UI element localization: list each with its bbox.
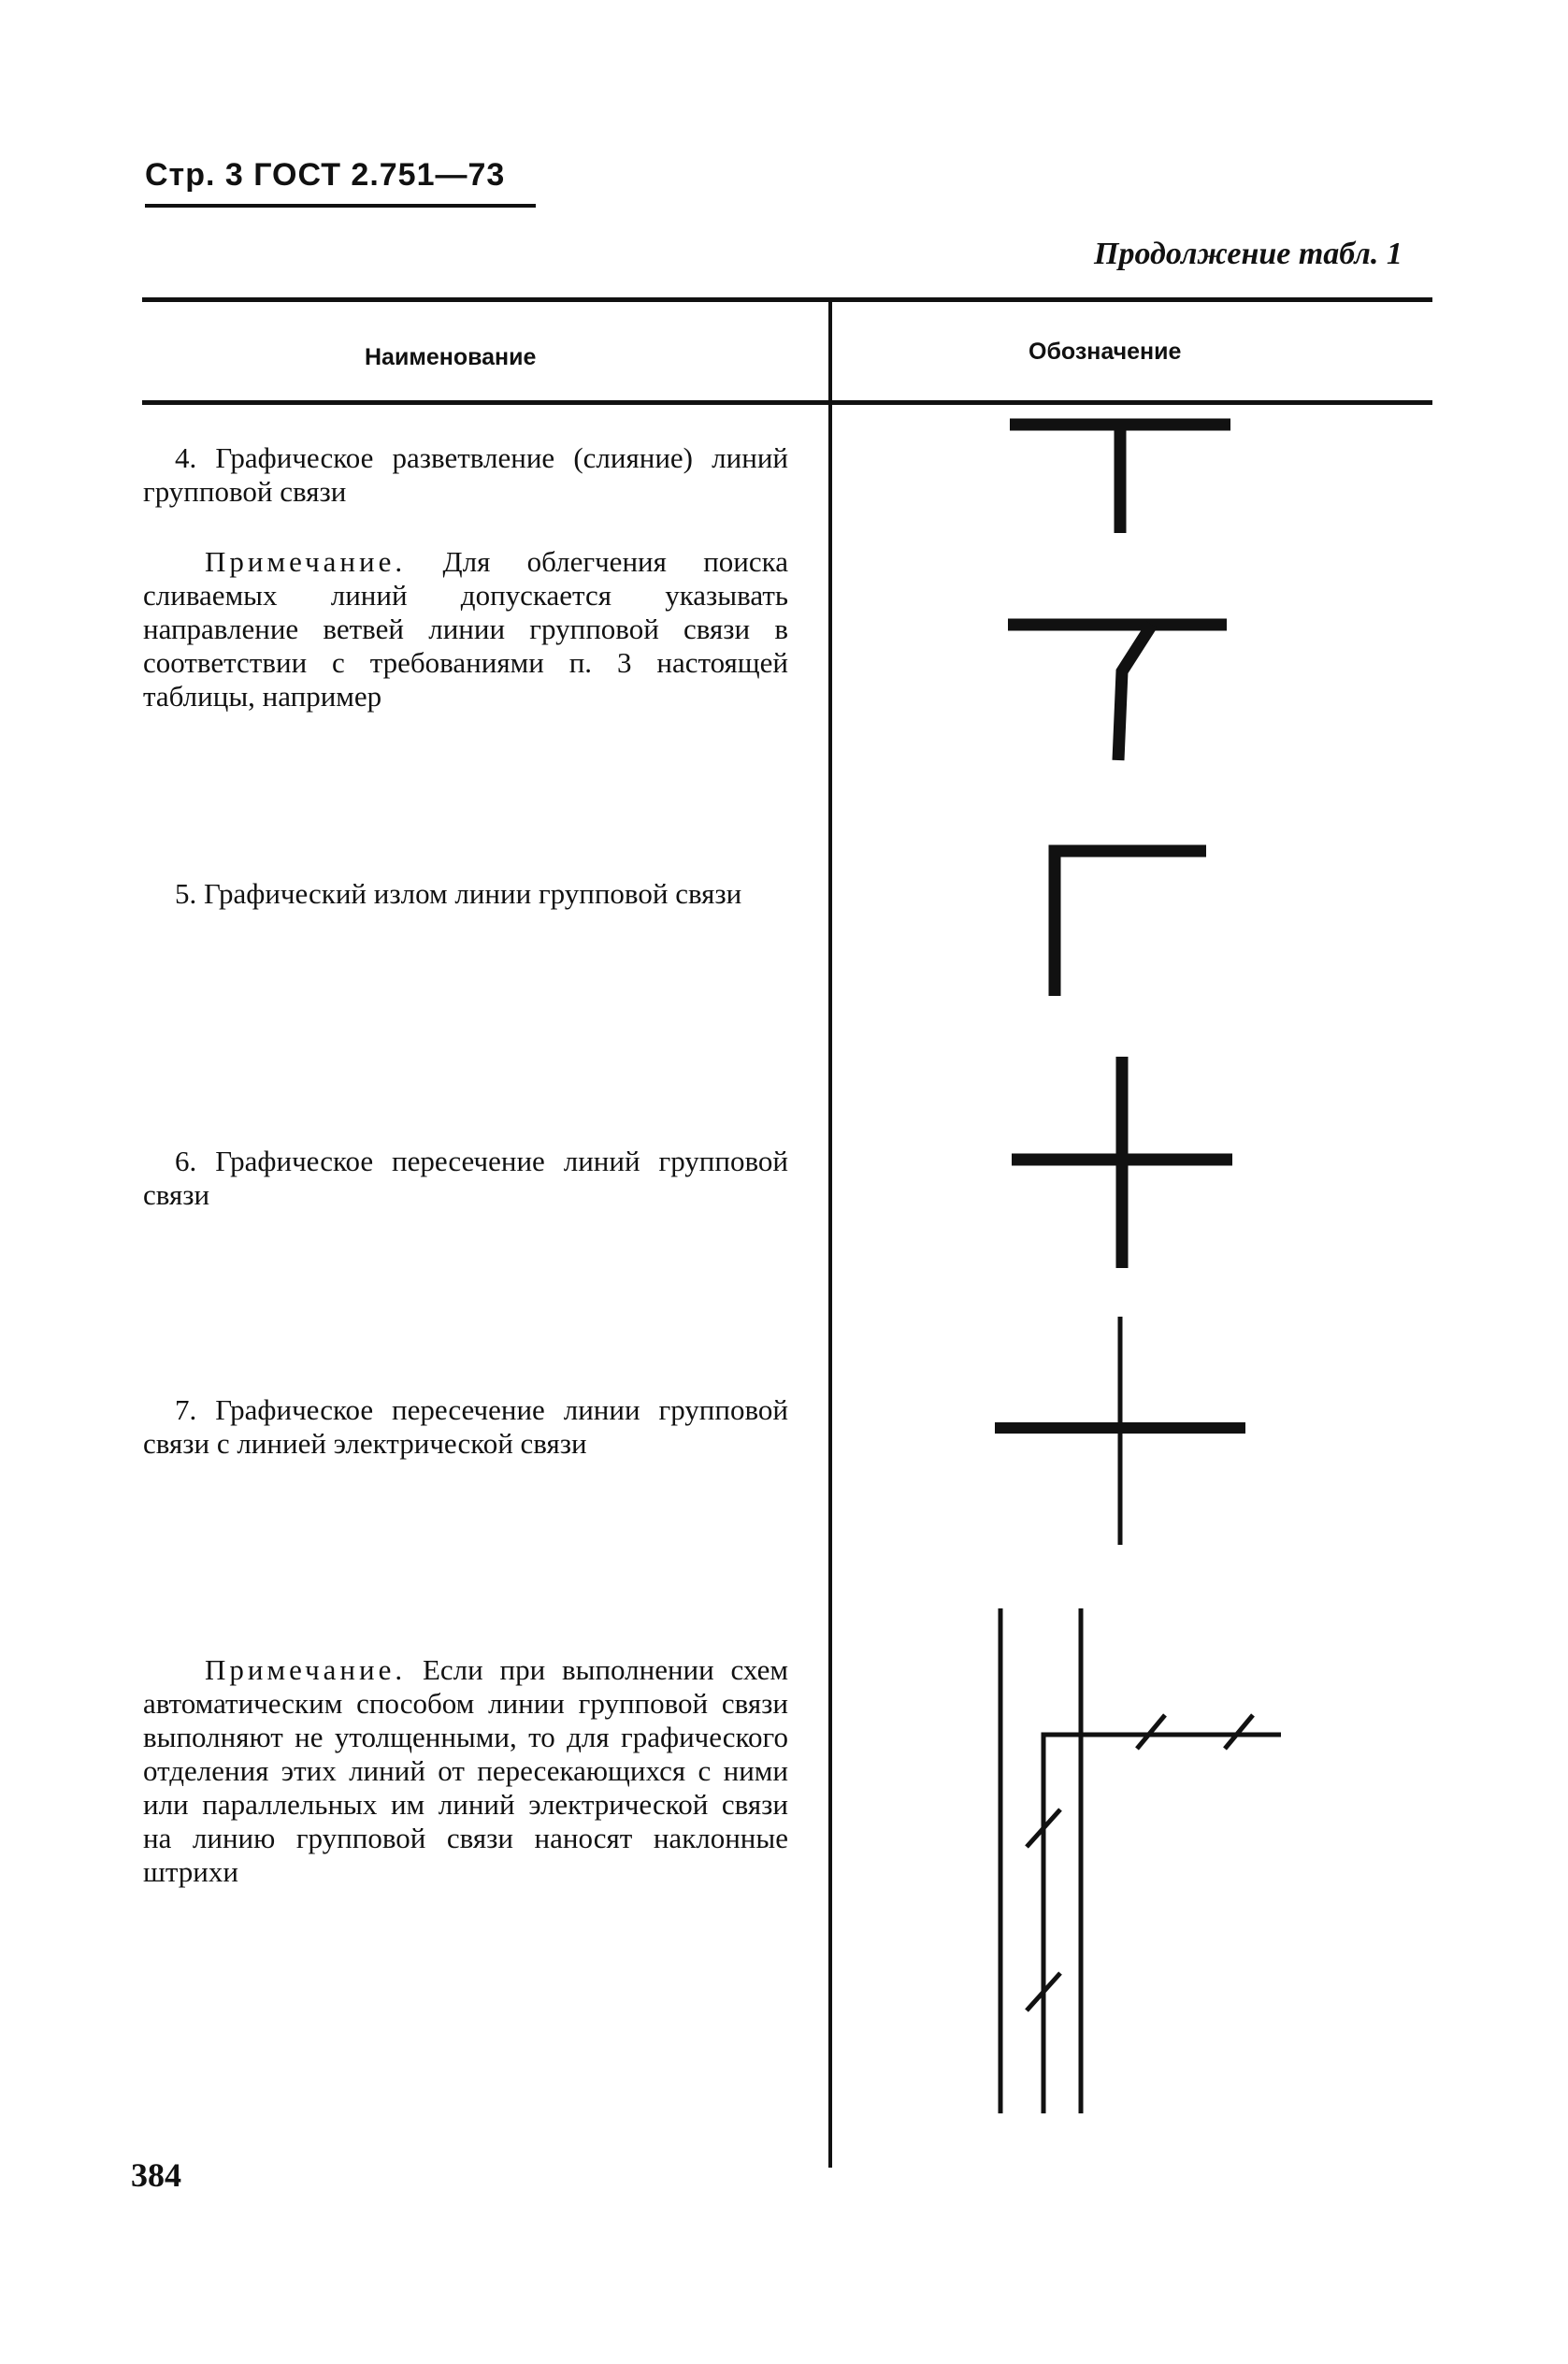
header-rule <box>145 204 536 208</box>
column-header-name: Наименование <box>365 344 537 370</box>
symbol-group-electric-crossing <box>995 1317 1245 1545</box>
symbol-branching-directed <box>1008 625 1227 760</box>
row-6-text <box>143 1145 788 1212</box>
row-5-number: 5. <box>175 877 197 910</box>
row-4-text <box>143 441 788 509</box>
row-7-text <box>143 1393 788 1461</box>
row-5-text <box>143 877 788 911</box>
row-7-number: 7. <box>175 1393 197 1426</box>
column-divider <box>828 297 832 2168</box>
row-6-number: 6. <box>175 1145 197 1177</box>
page-number: 384 <box>131 2156 181 2194</box>
table-continuation-label: Продолжение табл. 1 <box>1094 237 1403 271</box>
symbol-break <box>1055 851 1206 996</box>
row-6-title: Графическое пересечение линий групповой связи <box>143 1145 788 1211</box>
row-4-note-text: Для облегчения поиска сливаемых линий допускается указывать направление ветвей линии групповой связи в соответствии с требованиями п. 3 настоящей таблицы, например <box>143 545 788 713</box>
row-4-note <box>143 545 788 714</box>
symbol-branching <box>1010 425 1230 533</box>
row-4-number: 4. <box>175 441 197 474</box>
symbol-group-crossing <box>1012 1057 1232 1268</box>
final-note-label: Примечание. <box>205 1653 407 1686</box>
column-header-symbol: Обозначение <box>1029 339 1182 365</box>
row-7-title: Графическое пересечение линии групповой связи с линией электрической связи <box>143 1393 788 1460</box>
table-top-rule <box>142 297 1432 302</box>
final-note-text: Если при выполнении схем автоматическим способом линии групповой связи выполняют не утолщенными, то для графического отделения этих линий от пересекающихся с ними или параллельных им линий электрической связи на линию групповой связи наносят наклонные штрихи <box>143 1653 788 1888</box>
row-5-title: Графический излом линии групповой связи <box>204 877 742 910</box>
row-4-note-label: Примечание. <box>205 545 407 578</box>
row-4-title: Графическое разветвление (слияние) линий групповой связи <box>143 441 788 508</box>
page-header: Стр. 3 ГОСТ 2.751—73 <box>145 157 506 193</box>
symbol-hatched-lines <box>1000 1608 1281 2113</box>
symbols-column <box>972 402 1309 2132</box>
final-note <box>143 1653 788 1889</box>
